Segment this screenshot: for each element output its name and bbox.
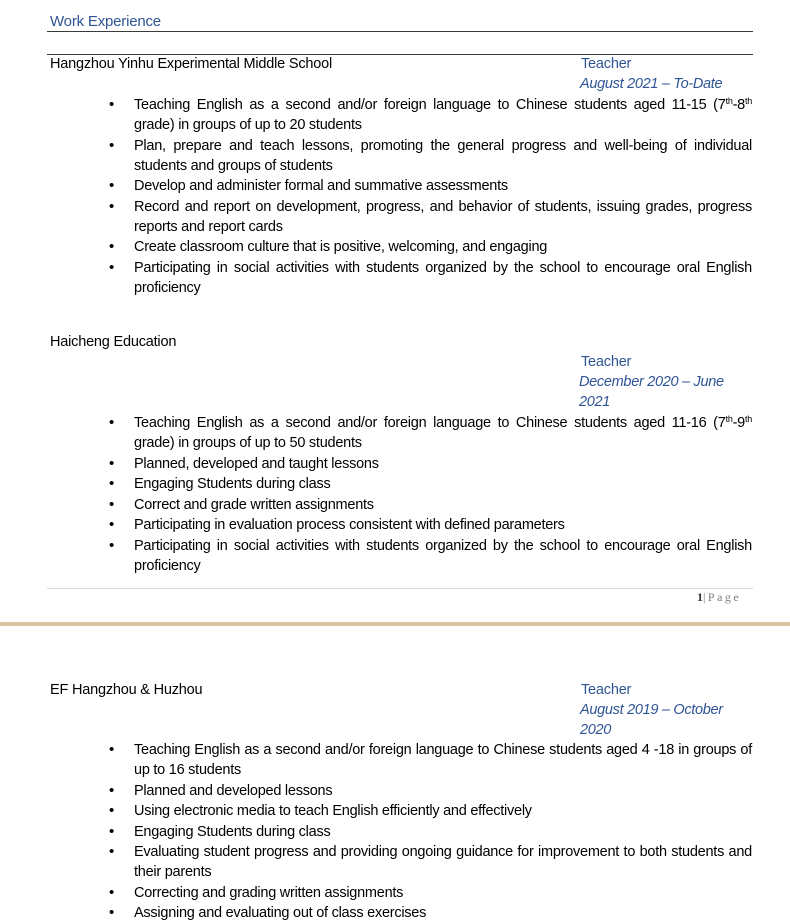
employer-name: EF Hangzhou & Huzhou [50, 682, 203, 698]
job-bullet-list [0, 413, 790, 576]
section-divider [47, 54, 753, 55]
list-item: • Teaching English as a second and/or foreign language to Chinese students aged 11-15 (7th-8th grade) in groups of up to 20 students [0, 95, 790, 135]
job-bullet-list [0, 95, 790, 298]
job-dates: December 2020 – June 2021 [579, 374, 724, 410]
job-dates: August 2021 – To-Date [580, 76, 723, 92]
list-item: • Assigning and evaluating out of class exercises [0, 903, 790, 923]
list-item: • Develop and administer formal and summative assessments [0, 176, 790, 196]
list-item: • Planned, developed and taught lessons [0, 454, 790, 474]
list-item: • Teaching English as a second and/or foreign language to Chinese students aged 4 -18 in groups of up to 16 students [0, 740, 790, 780]
job-role: Teacher [581, 56, 632, 72]
footer-rule [47, 588, 753, 589]
list-item: • Engaging Students during class [0, 822, 790, 842]
list-item: • Participating in social activities with students organized by the school to encourage oral English proficiency [0, 536, 790, 576]
list-item: • Plan, prepare and teach lessons, promoting the general progress and well-being of individual students and groups of students [0, 136, 790, 176]
list-item: • Using electronic media to teach English efficiently and effectively [0, 801, 790, 821]
list-item: • Participating in social activities with students organized by the school to encourage oral English proficiency [0, 258, 790, 298]
job-role: Teacher [581, 682, 632, 698]
list-item: • Planned and developed lessons [0, 781, 790, 801]
list-item: • Participating in evaluation process consistent with defined parameters [0, 515, 790, 535]
section-title-underline [47, 31, 753, 32]
employer-name: Haicheng Education [50, 334, 177, 350]
page-number-separator: | [703, 590, 708, 604]
page-number [697, 590, 741, 605]
list-item: • Correct and grade written assignments [0, 495, 790, 515]
list-item: • Create classroom culture that is positive, welcoming, and engaging [0, 237, 790, 257]
job-role: Teacher [581, 354, 632, 370]
page-label: Page [707, 590, 742, 604]
page-number-value: 1 [697, 590, 703, 604]
list-item: • Correcting and grading written assignments [0, 883, 790, 903]
section-title: Work Experience [50, 13, 161, 30]
list-item: • Record and report on development, progress, and behavior of students, issuing grades, progress reports and report cards [0, 197, 790, 237]
list-item: • Evaluating student progress and providing ongoing guidance for improvement to both students and their parents [0, 842, 790, 882]
list-item: • Teaching English as a second and/or foreign language to Chinese students aged 11-16 (7th-9th grade) in groups of up to 50 students [0, 413, 790, 453]
employer-name: Hangzhou Yinhu Experimental Middle School [50, 56, 332, 72]
job-dates: August 2019 – October 2020 [580, 702, 723, 738]
list-item: • Engaging Students during class [0, 474, 790, 494]
document-page-2 [0, 626, 790, 923]
job-bullet-list [0, 740, 790, 924]
